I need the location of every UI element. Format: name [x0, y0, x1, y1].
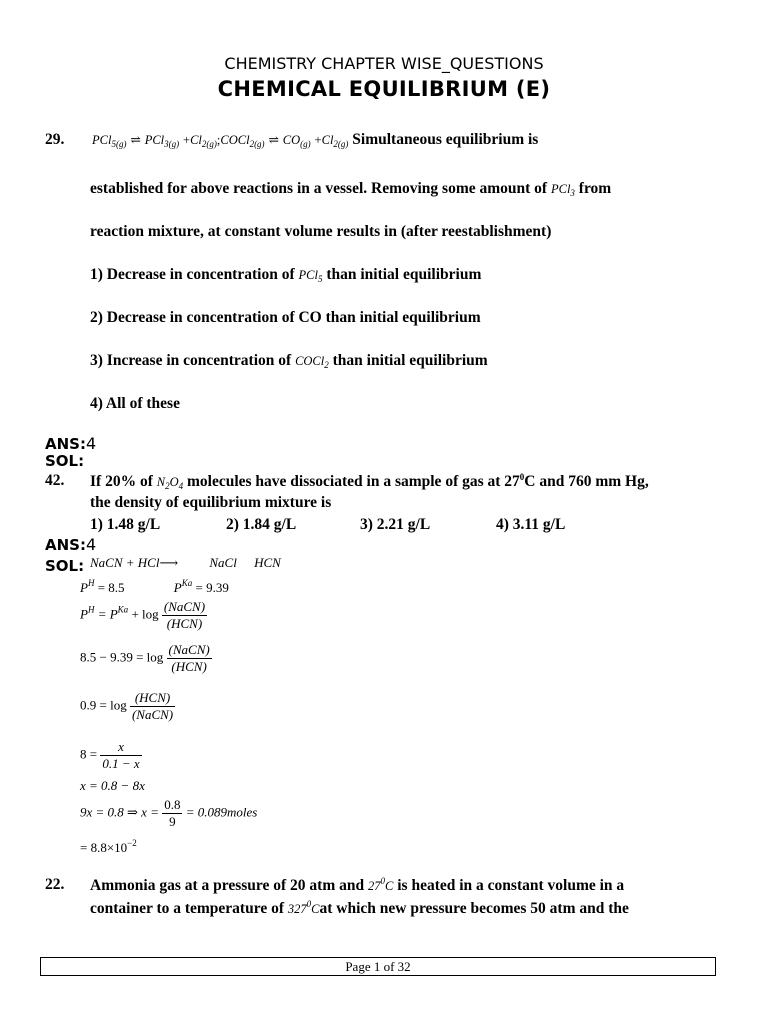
option-2[interactable]: 2) 1.84 g/L: [226, 516, 297, 533]
fraction: $\frac{x}{0.1 - x}$: [102, 739, 140, 771]
option-1[interactable]: 1) 1.48 g/L: [90, 516, 161, 533]
option-4[interactable]: 4) All of these: [90, 395, 180, 412]
question-stem-line2: container to a temperature of $327^0Cat$ which new pressure becomes 50 atm and the: [90, 899, 629, 917]
arrow-icon: ⟶: [159, 555, 179, 570]
chem-pcl5: PCl$_5$: [298, 268, 323, 284]
solution-line-9: = $8.8\times 10^{-2}$: [80, 838, 137, 855]
separator: ;: [216, 133, 221, 147]
fraction: $\frac{\text{(HCN)}}{\text{(NaCN)}}$: [131, 690, 174, 722]
option-4[interactable]: 4) 3.11 g/L: [496, 516, 566, 533]
doc-subtitle: CHEMISTRY CHAPTER WISE_QUESTIONS: [224, 54, 544, 73]
question-number: 22.: [45, 876, 65, 893]
solution-line-3: $P^H = P^{Ka} + \log$ $\frac{\text{(NaCN)}}{\text{(HCN)}}$: [80, 599, 206, 631]
doc-title: CHEMICAL EQUILIBRIUM (E): [217, 77, 551, 101]
question-stem-line2: established for above reactions in a vessel. Removing some amount of PCl$_3$ from: [90, 180, 612, 198]
fraction: $\frac{0.8}{9}$: [164, 797, 181, 829]
fraction: $\frac{\text{(NaCN)}}{\text{(HCN)}}$: [163, 599, 206, 631]
temperature-1: $27^0C$: [368, 876, 394, 893]
answer-label: ANS:4: [45, 434, 97, 453]
question-stem-line3: reaction mixture, at constant volume results in (after reestablishment): [90, 223, 552, 240]
solution-label: SOL:: [45, 557, 85, 575]
chem-co: $CO_{(g)}$: [282, 133, 311, 149]
chem-pcl5: PCl$_{5(g)}$: [92, 133, 127, 149]
option-1[interactable]: 1) Decrease in concentration of PCl$_5$ than initial equilibrium: [90, 266, 482, 284]
question-stem-line1: [92, 131, 538, 149]
solution-line-8: 9x = 0.8 ⇒ x = $\frac{0.8}{9}$ = 0.089moles: [80, 797, 258, 829]
chem-cl2: $Cl_{2(g)}$: [321, 133, 349, 149]
solution-line-4: 8.5 − 9.39 = log $\frac{\text{(NaCN)}}{\text{(HCN)}}$: [80, 642, 210, 674]
question-number: 42.: [45, 472, 65, 489]
option-2[interactable]: 2) Decrease in concentration of CO than initial equilibrium: [90, 309, 481, 326]
page-footer: [40, 957, 716, 976]
question-stem-line2: the density of equilibrium mixture is: [90, 494, 332, 511]
page-number: Page 1 of 32: [345, 959, 411, 974]
plus-sign: +: [183, 133, 191, 147]
option-3[interactable]: 3) Increase in concentration of COCl$_2$ than initial equilibrium: [90, 352, 488, 370]
option-3[interactable]: 3) 2.21 g/L: [360, 516, 431, 533]
solution-line-1: NaCN + HCl⟶ NaCl HCN: [90, 555, 281, 570]
solution-line-6: 8 = $\frac{x}{0.1 - x}$: [80, 739, 140, 771]
answer-label: ANS:4: [45, 535, 97, 554]
solution-line-5: 0.9 = log $\frac{\text{(HCN)}}{\text{(NaCN)}}$: [80, 690, 174, 722]
chem-cocl2: COCl$_2$: [295, 354, 329, 370]
answer-value: 4: [85, 535, 97, 554]
fraction: $\frac{\text{(NaCN)}}{\text{(HCN)}}$: [168, 642, 210, 674]
question-number: 29.: [45, 131, 65, 148]
solution-line-7: x = 0.8 − 8x: [80, 778, 145, 793]
question-stem-line1: Ammonia gas at a pressure of 20 atm and $27^0C$ is heated in a constant volume in a: [90, 876, 625, 894]
stem-text: Simultaneous equilibrium is: [352, 131, 539, 148]
chem-n2o4: $N_2O_4$: [156, 475, 184, 491]
chem-cl2: $Cl_{2(g)}$: [190, 133, 217, 149]
equilibrium-arrow-icon: ⇌: [268, 133, 279, 147]
chem-pcl3: PCl$_3$: [550, 182, 575, 198]
question-stem-line1: If 20% of $N_2O_4$ molecules have dissociated in a sample of gas at $27^0C$ and 760 mm Hg,: [90, 472, 649, 491]
equilibrium-arrow-icon: ⇌: [130, 133, 141, 147]
chem-cocl2: COCl$_{2(g)}$: [220, 133, 265, 149]
solution-line-2: $P^H = 8.5$ $P^{Ka} = 9.39$: [80, 578, 229, 595]
plus-sign: +: [314, 133, 322, 147]
chem-pcl3: PCl$_{3(g)}$: [144, 133, 180, 149]
temperature-2: $327^0C$: [287, 899, 320, 916]
answer-value: 4: [85, 434, 97, 453]
solution-label: SOL:: [45, 452, 85, 470]
